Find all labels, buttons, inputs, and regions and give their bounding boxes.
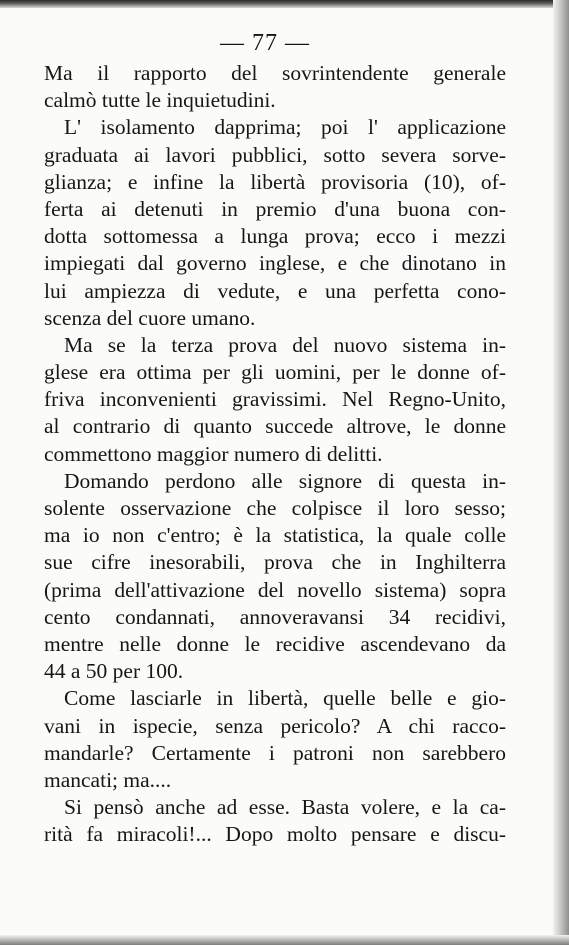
text-line: L' isolamento dapprima; poi l' applicazione bbox=[64, 115, 506, 140]
text-line: lui ampiezza di vedute, e una perfetta cono- bbox=[44, 278, 506, 303]
text-line: scenza del cuore umano. bbox=[44, 305, 256, 330]
text-line: calmò tutte le inquietudini. bbox=[44, 88, 276, 113]
text-line: vani in ispecie, senza pericolo? A chi racco- bbox=[44, 713, 506, 738]
text-line: sue cifre inesorabili, prova che in Inghilterra bbox=[44, 550, 506, 575]
text-line: friva inconvenienti gravissimi. Nel Regno-Unito, bbox=[44, 387, 506, 412]
text-line: Ma il rapporto del sovrintendente generale bbox=[44, 61, 506, 85]
text-line: dotta sottomessa a lunga prova; ecco i mezzi bbox=[44, 224, 506, 249]
text-line: (prima dell'attivazione del novello sistema) sopra bbox=[44, 577, 506, 602]
text-line: mandarle? Certamente i patroni non sarebbero bbox=[44, 740, 506, 765]
text-line: al contrario di quanto succede altrove, le donne bbox=[44, 414, 506, 439]
text-line: Si pensò anche ad esse. Basta volere, e la ca- bbox=[64, 795, 506, 820]
text-line: ferta ai detenuti in premio d'una buona con- bbox=[44, 196, 506, 221]
text-line: 44 a 50 per 100. bbox=[44, 659, 184, 684]
text-line: commettono maggior numero di delitti. bbox=[44, 441, 383, 466]
text-line: Come lasciarle in libertà, quelle belle e gio- bbox=[64, 686, 506, 711]
text-line: glianza; e infine la libertà provisoria (10), of- bbox=[44, 169, 506, 194]
book-gutter-shadow bbox=[553, 0, 569, 945]
text-line: Ma se la terza prova del nuovo sistema in- bbox=[64, 332, 506, 357]
text-line: solente osservazione che colpisce il loro sesso; bbox=[44, 496, 506, 520]
text-line: cento condannati, annoveravansi 34 recidivi, bbox=[44, 604, 506, 629]
body-text bbox=[44, 60, 506, 848]
text-line: glese era ottima per gli uomini, per le donne of- bbox=[44, 360, 506, 385]
text-line: mentre nelle donne le recidive ascendevano da bbox=[44, 631, 506, 656]
text-line: rità fa miracoli!... Dopo molto pensare e discu- bbox=[44, 822, 506, 847]
scan-bottom-edge bbox=[0, 935, 569, 945]
text-line: impiegati dal governo inglese, e che dinotano in bbox=[44, 251, 506, 276]
text-line: ma io non c'entro; è la statistica, la quale colle bbox=[44, 523, 506, 548]
scan-top-edge bbox=[0, 0, 569, 8]
text-line: Domando perdono alle signore di questa in- bbox=[64, 468, 506, 493]
page-number: — 77 — bbox=[220, 30, 310, 56]
text-line: graduata ai lavori pubblici, sotto severa sorve- bbox=[44, 142, 506, 167]
text-line: mancati; ma.... bbox=[44, 767, 172, 792]
